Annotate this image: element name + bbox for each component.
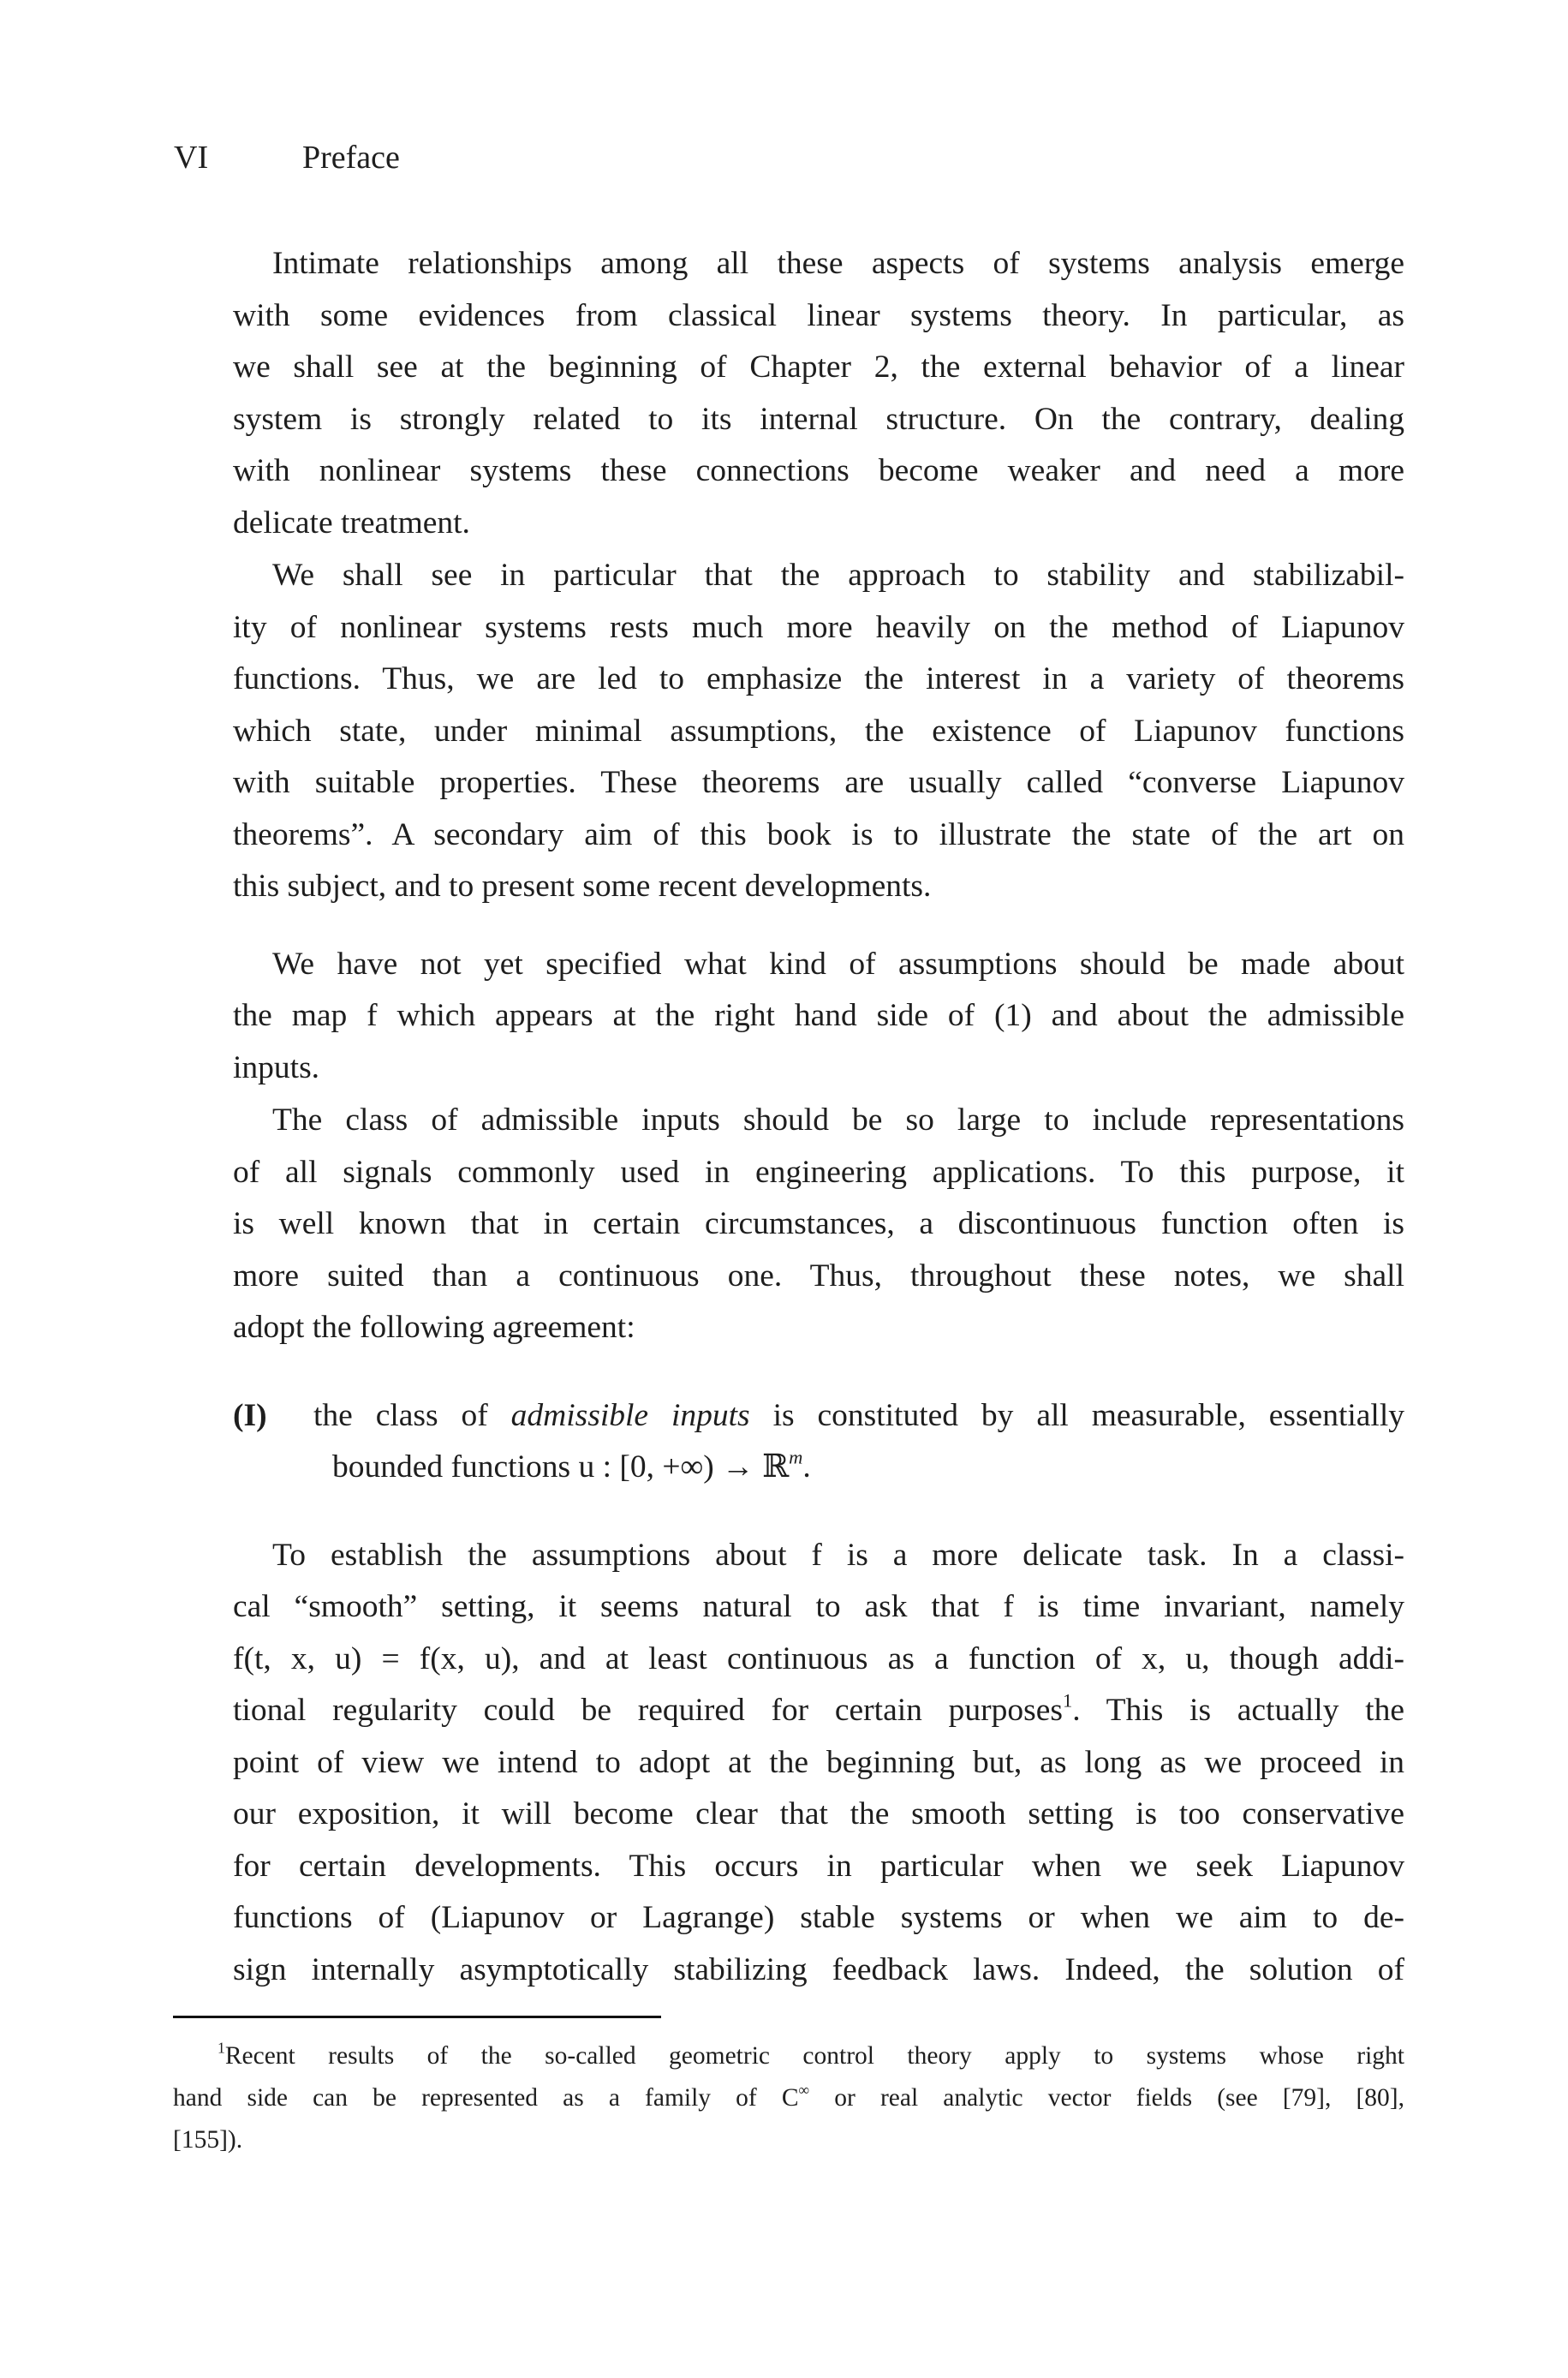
text-line: with suitable properties. These theorems are usually called “converse Liapunov <box>233 765 1404 800</box>
paragraph-2 <box>233 550 1404 913</box>
agreement-line-2: bounded functions u : [0, +∞) → ℝ$^m$. <box>332 1446 811 1485</box>
text-line: ity of nonlinear systems rests much more heavily on the method of Liapunov <box>233 609 1404 645</box>
text-line: The class of admissible inputs should be so large to include representations <box>272 1102 1404 1138</box>
agreement-line-1: the class of admissible inputs is constituted by all measurable, essentially <box>313 1397 1405 1433</box>
text-line: functions. Thus, we are led to emphasize the interest in a variety of theorems <box>233 661 1404 696</box>
paragraph-5 <box>233 1530 1404 1997</box>
footnote-line: $^1$Recent results of the so-called geometric control theory apply to systems whose right <box>218 2039 1404 2070</box>
footnote-line: hand side can be represented as a family of C∞ or real analytic vector fields (see [79], [80], <box>173 2081 1404 2112</box>
agreement-label: (I) <box>233 1397 267 1433</box>
text-line: functions of (Liapunov or Lagrange) stable systems or when we aim to de- <box>233 1900 1404 1935</box>
text-line: To establish the assumptions about f is a more delicate task. In a classi- <box>272 1537 1404 1573</box>
emphasis-admissible-inputs: admissible inputs <box>510 1397 750 1433</box>
text-line: We have not yet specified what kind of assumptions should be made about <box>272 946 1404 982</box>
text-line: point of view we intend to adopt at the beginning but, as long as we proceed in <box>233 1744 1404 1780</box>
text-line: we shall see at the beginning of Chapter 2, the external behavior of a linear <box>233 350 1404 385</box>
text-line: system is strongly related to its internal structure. On the contrary, dealing <box>233 401 1404 437</box>
text-line: of all signals commonly used in engineering applications. To this purpose, it <box>233 1154 1404 1190</box>
page-number: VI <box>174 140 209 176</box>
footnote-reference[interactable]: 1 <box>1062 1689 1073 1712</box>
text-line: for certain developments. This occurs in particular when we seek Liapunov <box>233 1848 1404 1884</box>
running-title: Preface <box>302 140 400 176</box>
text-line: which state, under minimal assumptions, the existence of Liapunov functions <box>233 713 1404 749</box>
paragraph-1 <box>233 238 1404 549</box>
text-line: more suited than a continuous one. Thus, throughout these notes, we shall <box>233 1258 1404 1294</box>
text-line: Intimate relationships among all these aspects of systems analysis emerge <box>272 246 1404 281</box>
text-line: inputs. <box>233 1049 320 1085</box>
text-line: this subject, and to present some recent developments. <box>233 869 932 904</box>
text-line: our exposition, it will become clear that the smooth setting is too conservative <box>233 1796 1404 1831</box>
text-line: with nonlinear systems these connections become weaker and need a more <box>233 453 1404 488</box>
text-line: is well known that in certain circumstances, a discontinuous function often is <box>233 1206 1404 1241</box>
paragraph-3 <box>233 939 1404 1095</box>
text-line: theorems”. A secondary aim of this book is to illustrate the state of the art on <box>233 816 1404 852</box>
text-line: We shall see in particular that the approach to stability and stabilizabil- <box>272 558 1404 593</box>
footnote-line: [155]). <box>173 2126 243 2154</box>
text-line: sign internally asymptotically stabilizing feedback laws. Indeed, the solution of <box>233 1951 1404 1987</box>
text-line: delicate treatment. <box>233 505 470 541</box>
text-line: with some evidences from classical linear systems theory. In particular, as <box>233 297 1404 333</box>
text-line: tional regularity could be required for certain purposes$^1$. This is actually the <box>233 1689 1404 1728</box>
text-line: the map f which appears at the right hand side of (1) and about the admissible <box>233 998 1404 1033</box>
footnote <box>173 2035 1404 2161</box>
agreement-item <box>233 1390 1404 1494</box>
text-line: cal “smooth” setting, it seems natural to ask that f is time invariant, namely <box>233 1589 1404 1624</box>
paragraph-4 <box>233 1095 1404 1354</box>
footnote-divider <box>173 2016 661 2018</box>
footnote-marker: 1 <box>218 2039 225 2057</box>
body-text <box>233 238 1404 1996</box>
text-line: adopt the following agreement: <box>233 1310 635 1345</box>
text-line: f(t, x, u) = f(x, u), and at least continuous as a function of x, u, though addi- <box>233 1640 1404 1676</box>
